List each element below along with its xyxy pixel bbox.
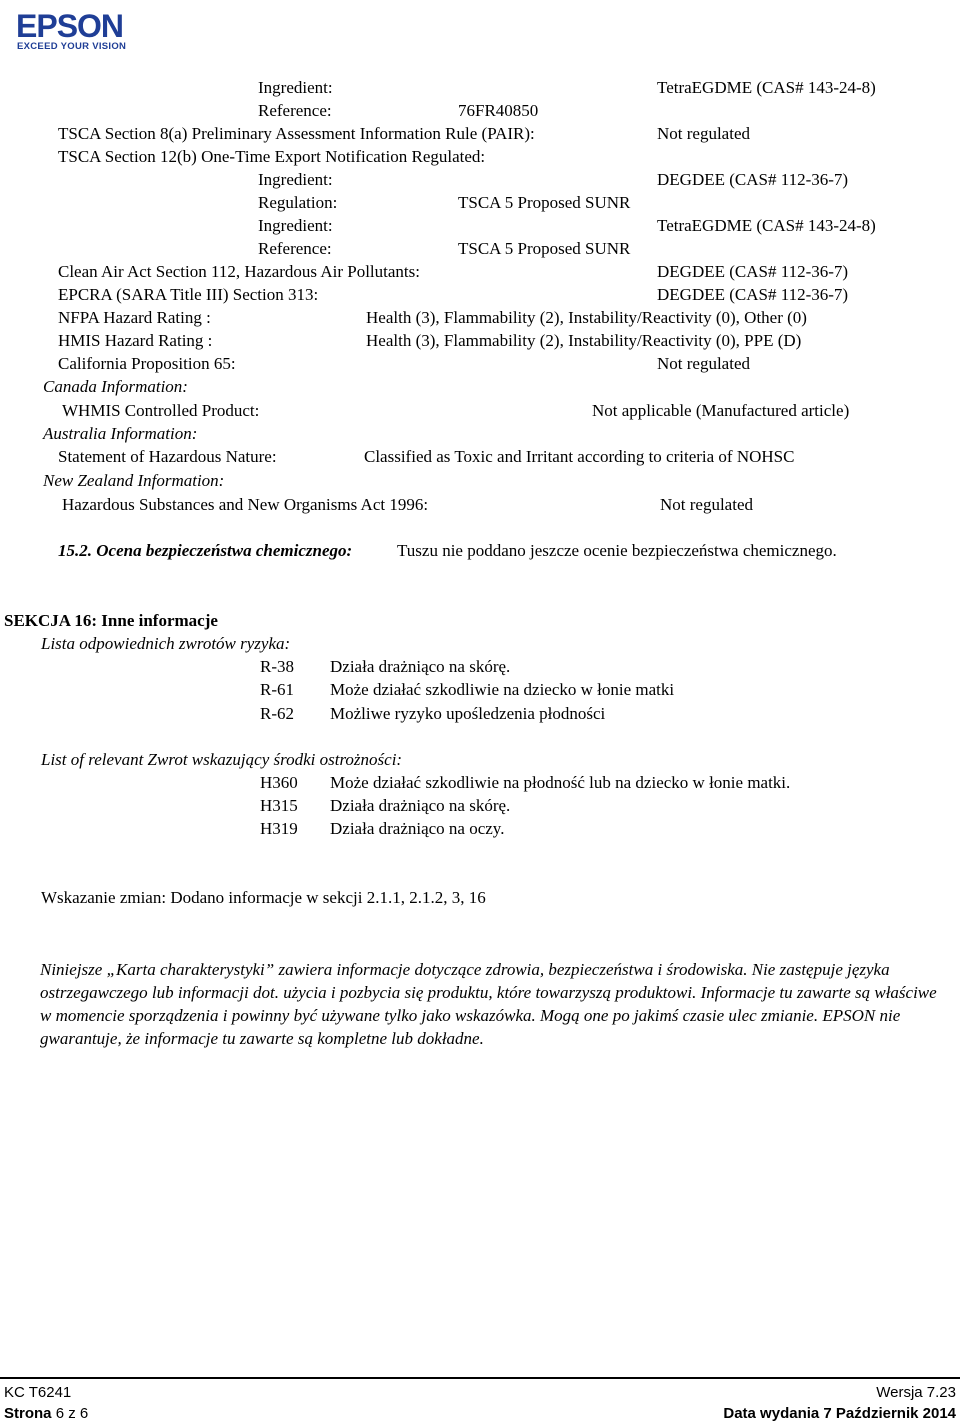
epson-tagline: EXCEED YOUR VISION [17, 41, 127, 52]
whmis-value: Not applicable (Manufactured article) [592, 401, 850, 420]
reference-label: Reference: [258, 239, 332, 258]
canada-heading: Canada Information: [43, 377, 188, 396]
clean-air-act-value: DEGDEE (CAS# 112-36-7) [657, 262, 849, 281]
section-15-2-text: Tuszu nie poddano jeszcze ocenie bezpieczeństwa chemicznego. [397, 541, 837, 560]
australia-heading: Australia Information: [43, 424, 198, 443]
hazard-phrase-text: Może działać szkodliwie na płodność lub na dziecko w łonie matki. [330, 773, 791, 792]
regulation-value: TSCA 5 Proposed SUNR [458, 193, 631, 212]
ingredient-value: TetraEGDME (CAS# 143-24-8) [657, 216, 876, 235]
hazard-phrase-code: H315 [260, 796, 298, 815]
ingredient-value: DEGDEE (CAS# 112-36-7) [657, 170, 849, 189]
ingredient-value: TetraEGDME (CAS# 143-24-8) [657, 78, 876, 97]
tsca-8a-label: TSCA Section 8(a) Preliminary Assessment Information Rule (PAIR): [58, 124, 535, 143]
page-number: 6 [55, 1405, 65, 1422]
page-of: z [68, 1405, 76, 1422]
ingredient-label: Ingredient: [258, 170, 333, 189]
clean-air-act-label: Clean Air Act Section 112, Hazardous Air Pollutants: [58, 262, 420, 281]
page-total: 6 [79, 1405, 89, 1422]
new-zealand-heading: New Zealand Information: [43, 471, 225, 490]
epcra-label: EPCRA (SARA Title III) Section 313: [58, 285, 319, 304]
hazard-statement-value: Classified as Toxic and Irritant according to criteria of NOHSC [364, 447, 795, 466]
hmis-rating-value: Health (3), Flammability (2), Instability/Reactivity (0), PPE (D) [366, 331, 802, 350]
risk-phrases-heading: Lista odpowiednich zwrotów ryzyka: [41, 634, 291, 653]
hsno-act-label: Hazardous Substances and New Organisms Act 1996: [62, 495, 429, 514]
disclaimer-paragraph: Niniejsze „Karta charakterystyki” zawiera informacje dotyczące zdrowia, bezpieczeństwa i środowiska. Nie zastępuje języka ostrzegawczego lub informacji dot. użycia i pozbycia się produktu, które towarzyszą produktowi. Informacje tu zawarte są właściwe w momencie sporządzenia i powinny być używane tylko jako wskazówka. Mogą one po jakimś czasie ulec zmianie. EPSON nie gwarantuje, że informacje tu zawarte są kompletne lub dokładne. [40, 960, 937, 1048]
risk-phrase-code: R-61 [260, 680, 294, 699]
tsca-8a-value: Not regulated [657, 124, 750, 143]
issue-date-label: Data wydania [723, 1405, 820, 1422]
change-note: Wskazanie zmian: Dodano informacje w sekcji 2.1.1, 2.1.2, 3, 16 [41, 888, 486, 907]
tsca-12b-label: TSCA Section 12(b) One-Time Export Notification Regulated: [58, 147, 486, 166]
risk-phrase-code: R-62 [260, 704, 294, 723]
regulation-label: Regulation: [258, 193, 338, 212]
issue-date [723, 1405, 956, 1423]
product-code: KC T6241 [4, 1384, 72, 1401]
reference-label: Reference: [258, 101, 332, 120]
nfpa-rating-value: Health (3), Flammability (2), Instability/Reactivity (0), Other (0) [366, 308, 807, 327]
section-15-2-heading: 15.2. Ocena bezpieczeństwa chemicznego: [58, 541, 353, 560]
hazard-phrase-text: Działa drażniąco na skórę. [330, 796, 511, 815]
reference-value: TSCA 5 Proposed SUNR [458, 239, 631, 258]
hazard-statement-label: Statement of Hazardous Nature: [58, 447, 277, 466]
prop65-value: Not regulated [657, 354, 750, 373]
epson-logo: EPSON [16, 8, 124, 44]
issue-date-value: 7 Październik 2014 [823, 1405, 956, 1422]
whmis-label: WHMIS Controlled Product: [62, 401, 260, 420]
hazard-phrase-text: Działa drażniąco na oczy. [330, 819, 505, 838]
page-label: Strona [4, 1405, 52, 1422]
hazard-phrase-code: H319 [260, 819, 298, 838]
ingredient-label: Ingredient: [258, 216, 333, 235]
reference-value: 76FR40850 [458, 101, 539, 120]
footer-divider [0, 1377, 960, 1379]
epcra-value: DEGDEE (CAS# 112-36-7) [657, 285, 849, 304]
prop65-label: California Proposition 65: [58, 354, 236, 373]
risk-phrase-text: Możliwe ryzyko upośledzenia płodności [330, 704, 606, 723]
risk-phrase-code: R-38 [260, 657, 294, 676]
hsno-act-value: Not regulated [660, 495, 753, 514]
hmis-rating-label: HMIS Hazard Rating : [58, 331, 213, 350]
risk-phrase-text: Może działać szkodliwie na dziecko w łonie matki [330, 680, 675, 699]
page-indicator [4, 1405, 88, 1423]
hazard-phrase-code: H360 [260, 773, 298, 792]
section-16-heading: SEKCJA 16: Inne informacje [4, 611, 218, 630]
risk-phrase-text: Działa drażniąco na skórę. [330, 657, 511, 676]
ingredient-label: Ingredient: [258, 78, 333, 97]
nfpa-rating-label: NFPA Hazard Rating : [58, 308, 211, 327]
version-label: Wersja 7.23 [876, 1384, 956, 1401]
hazard-phrases-heading: List of relevant Zwrot wskazujący środki ostrożności: [41, 750, 403, 769]
